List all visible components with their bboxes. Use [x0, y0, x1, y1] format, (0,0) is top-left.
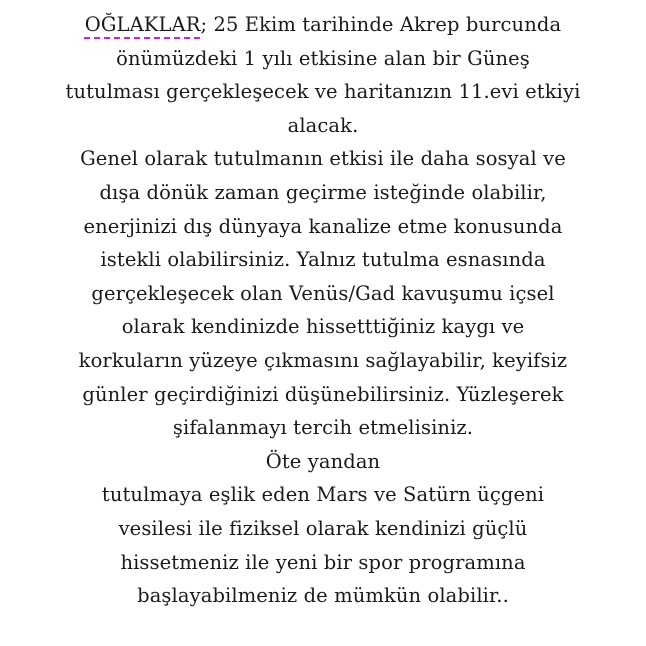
- text-line-5: Genel olarak tutulmanın etkisi ile daha sosyal ve: [80, 147, 566, 171]
- text-line-9: gerçekleşecek olan Venüs/Gad kavuşumu içsel: [91, 281, 555, 305]
- horoscope-text: [4, 8, 642, 613]
- text-line-2: önümüzdeki 1 yılı etkisine alan bir Güneş: [116, 46, 530, 70]
- text-line-7: enerjinizi dış dünyaya kanalize etme konusunda: [83, 214, 563, 238]
- text-line-17: hissetmeniz ile yeni bir spor programına: [120, 550, 526, 574]
- text-line-10: olarak kendinizde hissetttiğiniz kaygı ve: [121, 315, 525, 339]
- text-line-3: tutulması gerçekleşecek ve haritanızın 11.evi etkiyi: [65, 80, 581, 104]
- first-line-rest: ; 25 Ekim tarihinde Akrep burcunda: [200, 13, 562, 36]
- text-line-13: şifalanmayı tercih etmelisiniz.: [172, 416, 474, 440]
- text-line-4: alacak.: [287, 113, 359, 137]
- text-line-1: [4, 8, 642, 42]
- sign-heading: OĞLAKLAR: [84, 13, 201, 36]
- text-line-15: tutulmaya eşlik eden Mars ve Satürn üçgeni: [101, 483, 545, 507]
- text-line-12: günler geçirdiğinizi düşünebilirsiniz. Yüzleşerek: [82, 382, 564, 406]
- text-line-16: vesilesi ile fiziksel olarak kendinizi güçlü: [118, 516, 528, 540]
- text-line-6: dışa dönük zaman geçirme isteğinde olabilir,: [99, 180, 547, 204]
- text-line-11: korkuların yüzeye çıkmasını sağlayabilir, keyifsiz: [78, 348, 568, 372]
- text-line-8: istekli olabilirsiniz. Yalnız tutulma esnasında: [100, 248, 546, 272]
- text-line-18: başlayabilmeniz de mümkün olabilir..: [137, 584, 509, 608]
- text-line-14: Öte yandan: [265, 449, 381, 473]
